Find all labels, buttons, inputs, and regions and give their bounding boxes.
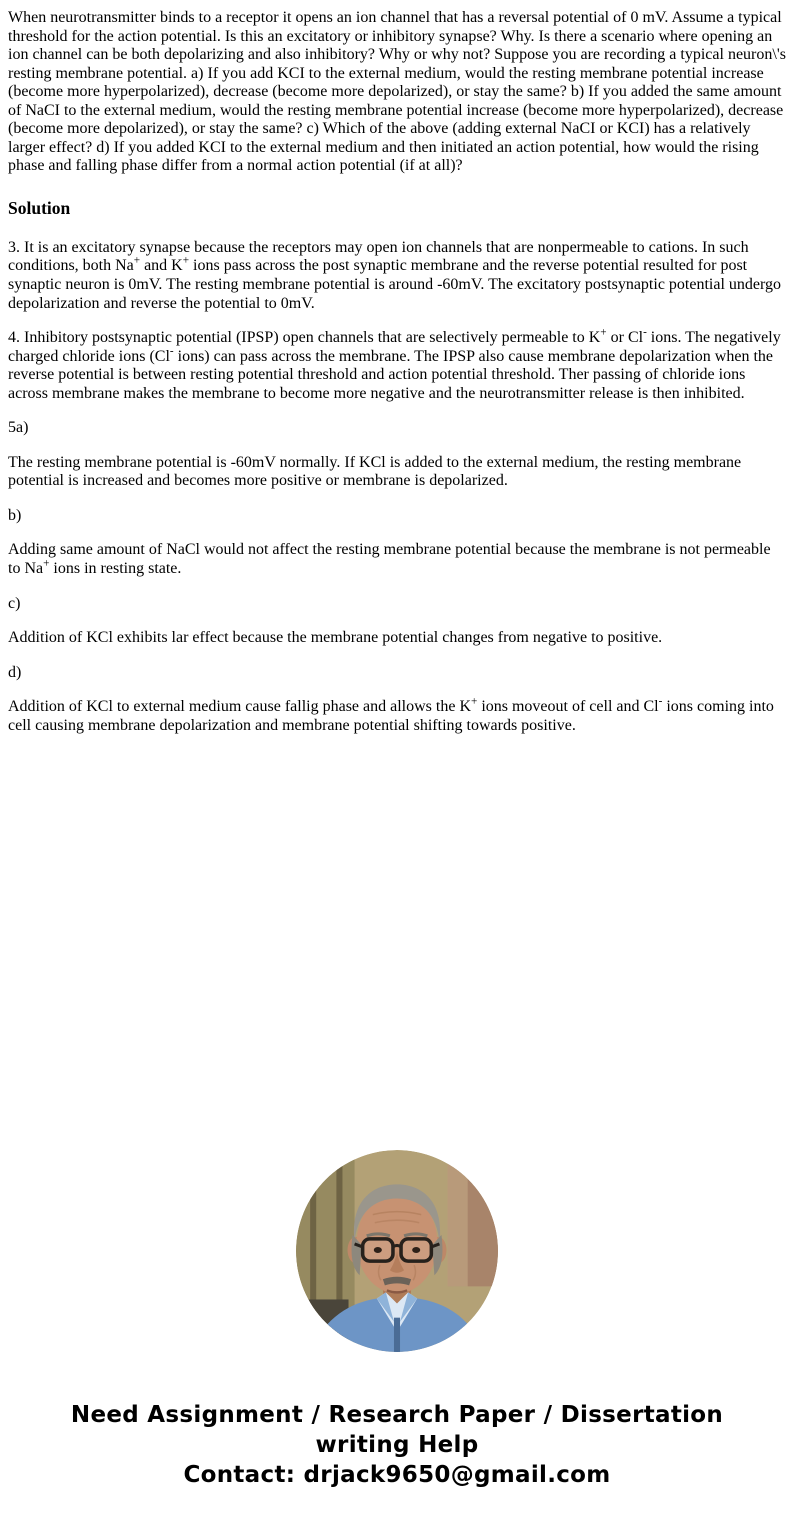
- tutor-portrait-photo: [296, 1150, 498, 1352]
- answer-label-b: b): [8, 506, 22, 524]
- footer-line-1: Need Assignment / Research Paper / Dissertation: [70, 1402, 724, 1429]
- avatar: [296, 1150, 498, 1352]
- footer-line-2: writing Help: [315, 1432, 479, 1459]
- solution-paragraph-4: 4. Inhibitory postsynaptic potential (IPSP) open channels that are selectively permeable to K+ or Cl- ions. The negatively charged chloride ions (Cl- ions) can pass across the membrane. The IPSP also cause membrane depolarization when the reverse potential is between resting potential threshold and action potential threshold. Ther passing of chloride ions across membrane makes the membrane to become more negative and the neurotransmitter release is then inhibited.: [8, 326, 781, 402]
- footer-contact-email: Contact: drjack9650@gmail.com: [183, 1462, 611, 1489]
- answer-label-c: c): [8, 594, 21, 612]
- footer-banner: [8, 1400, 786, 1490]
- solution-heading: Solution: [8, 197, 71, 218]
- answer-paragraph-c: Addition of KCl exhibits lar effect because the membrane potential changes from negative to positive.: [8, 629, 663, 647]
- answer-label-5a: 5a): [8, 419, 29, 437]
- answer-paragraph-d: Addition of KCl to external medium cause fallig phase and allows the K+ ions moveout of cell and Cl- ions coming into cell causing membrane depolarization and membrane potential shifting towards positive.: [8, 695, 774, 734]
- answer-label-d: d): [8, 663, 22, 681]
- answer-paragraph-5a: The resting membrane potential is -60mV normally. If KCl is added to the external medium, the resting membrane potential is increased and becomes more positive or membrane is depolarized.: [8, 453, 742, 490]
- solution-paragraph-3: 3. It is an excitatory synapse because the receptors may open ion channels that are nonpermeable to cations. In such conditions, both Na+ and K+ ions pass across the post synaptic membrane and the reverse potential resulted for post synaptic neuron is 0mV. The resting membrane potential is around -60mV. The excitatory postsynaptic potential undergo depolarization and reverse the potential to 0mV.: [8, 238, 782, 312]
- question-paragraph: When neurotransmitter binds to a receptor it opens an ion channel that has a reversal potential of 0 mV. Assume a typical threshold for the action potential. Is this an excitatory or inhibitory synapse? Why. Is there a scenario where opening an ion channel can be both depolarizing and also inhibitory? Why or why not? Suppose you are recording a typical neuron\'s resting membrane potential. a) If you add KCI to the external medium, would the resting membrane potential increase (become more hyperpolarized), decrease (become more depolarized), or stay the same? b) If you added the same amount of NaCI to the external medium, would the resting membrane potential increase (become more hyperpolarized), decrease (become more depolarized), or stay the same? c) Which of the above (adding external NaCI or KCI) has a relatively larger effect? d) If you added KCI to the external medium and then initiated an action potential, how would the rising phase and falling phase differ from a normal action potential (if at all)?: [8, 9, 786, 175]
- answer-paragraph-b: Adding same amount of NaCl would not affect the resting membrane potential because the membrane is not permeable to Na+ ions in resting state.: [8, 541, 771, 578]
